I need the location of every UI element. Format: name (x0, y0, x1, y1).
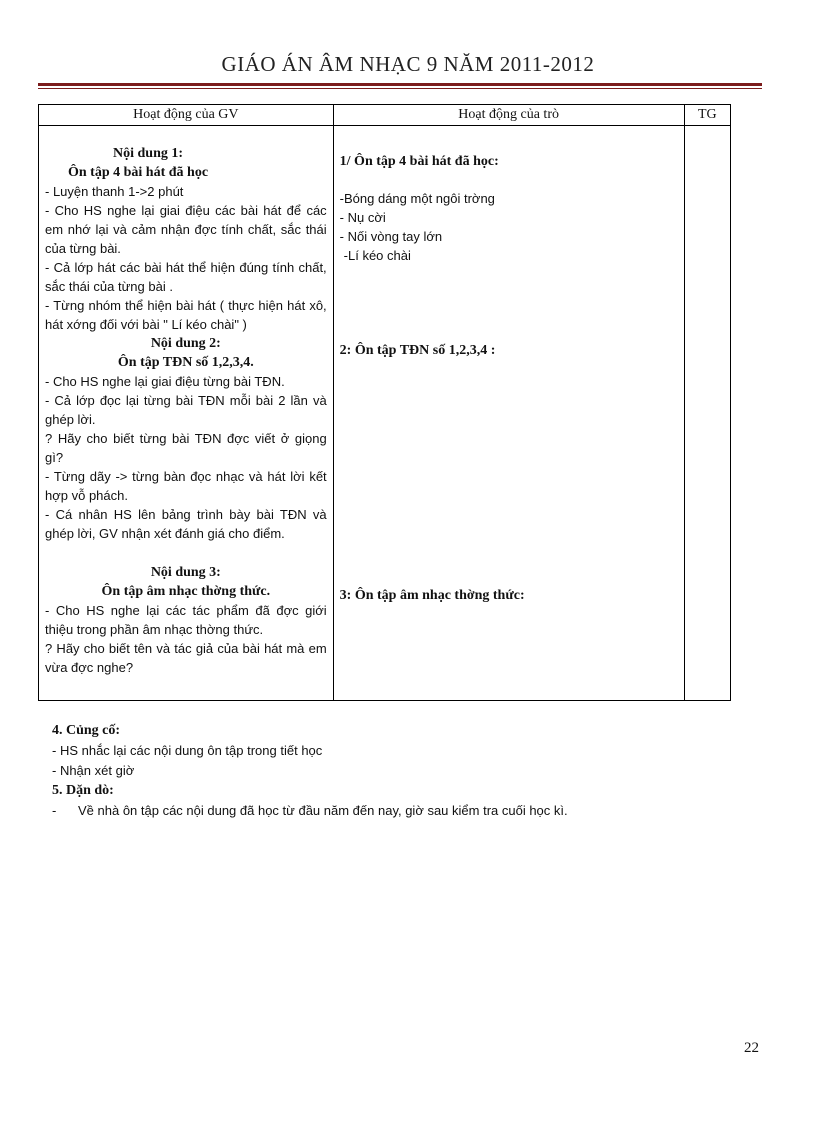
student-section1-heading: 1/ Ôn tập 4 bài hát đã học: (339, 154, 499, 169)
teacher-line: ? Hãy cho biết từng bài TĐN đợc viết ở giọng gì? (45, 431, 327, 465)
teacher-section1-subheading: Ôn tập 4 bài hát đã học (68, 165, 209, 180)
student-song-item: -Bóng dáng một ngôi trờng (339, 191, 495, 206)
column-header-teacher: Hoạt động của GV (39, 105, 334, 126)
student-song-item: - Nụ cời (339, 210, 386, 225)
student-section2-heading: 2: Ôn tập TĐN số 1,2,3,4 : (339, 343, 496, 358)
page-number: 22 (744, 1040, 759, 1056)
teacher-line: - Cho HS nghe lại các tác phẩm đã đợc giới thiệu trong phần âm nhạc thờng thức. (45, 603, 327, 637)
column-header-student: Hoạt động của trò (333, 105, 684, 126)
consolidation-line: - Nhận xét giờ (52, 763, 135, 778)
teacher-activity-cell (39, 126, 334, 701)
teacher-section3-heading: Nội dung 3: (150, 565, 221, 580)
teacher-line: - Cả lớp hát các bài hát thể hiện đúng tính chất, sắc thái của từng bài . (45, 260, 327, 294)
teacher-line: - Từng dãy -> từng bàn đọc nhạc và hát lời kết hợp vỗ phách. (45, 469, 327, 503)
homework-line: - Về nhà ôn tập các nội dung đã học từ đầu năm đến nay, giờ sau kiểm tra cuối học kì. (52, 803, 568, 818)
column-header-time: TG (684, 105, 730, 126)
homework-heading: 5. Dặn dò: (52, 783, 114, 798)
closing-sections (52, 721, 752, 821)
student-song-item: -Lí kéo chài (343, 248, 411, 263)
teacher-section1-heading: Nội dung 1: (113, 146, 184, 161)
time-cell (684, 126, 730, 701)
teacher-section2-subheading: Ôn tập TĐN số 1,2,3,4. (117, 355, 254, 370)
teacher-section2-heading: Nội dung 2: (150, 336, 221, 351)
consolidation-heading: 4. Củng cố: (52, 723, 121, 738)
consolidation-line: - HS nhắc lại các nội dung ôn tập trong tiết học (52, 743, 323, 758)
header-rule-thin (38, 88, 762, 89)
teacher-line: - Cả lớp đọc lại từng bài TĐN mỗi bài 2 lần và ghép lời. (45, 393, 327, 427)
table-body-row (39, 126, 731, 701)
teacher-line: - Cho HS nghe lại giai điệu từng bài TĐN. (45, 374, 285, 389)
teacher-line: - Luyện thanh 1->2 phút (45, 184, 184, 199)
student-song-item: - Nối vòng tay lớn (339, 229, 443, 244)
teacher-line: ? Hãy cho biết tên và tác giả của bài hát mà em vừa đợc nghe? (45, 641, 327, 675)
teacher-line: - Từng nhóm thể hiện bài hát ( thực hiện hát xô, hát xớng đối với bài " Lí kéo chài" ) (45, 298, 327, 332)
header-rule-thick (38, 83, 762, 86)
page-header-title: GIÁO ÁN ÂM NHẠC 9 NĂM 2011-2012 (221, 52, 595, 76)
teacher-line: - Cá nhân HS lên bảng trình bày bài TĐN và ghép lời, GV nhận xét đánh giá cho điểm. (45, 507, 327, 541)
student-activity-cell (333, 126, 684, 701)
table-header-row (39, 105, 731, 126)
student-section3-heading: 3: Ôn tập âm nhạc thờng thức: (339, 588, 525, 603)
teacher-line: - Cho HS nghe lại giai điệu các bài hát để các em nhớ lại và cảm nhận đợc tính chất, sắc thái của từng bài. (45, 203, 327, 256)
teacher-section3-subheading: Ôn tập âm nhạc thờng thức. (101, 584, 271, 599)
lesson-plan-table (38, 104, 731, 701)
